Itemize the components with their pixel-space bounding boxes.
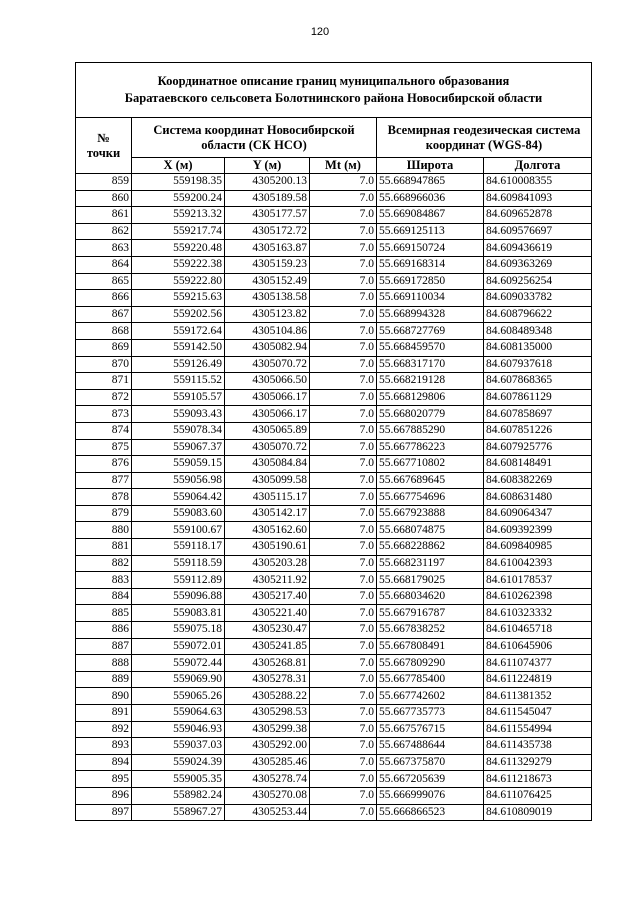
mt-cell: 7.0 <box>310 622 377 639</box>
table-row <box>76 688 592 705</box>
mt-cell: 7.0 <box>310 273 377 290</box>
y-cell: 4305159.23 <box>225 256 310 273</box>
table-row <box>76 622 592 639</box>
table-row <box>76 174 592 191</box>
x-cell: 559046.93 <box>132 721 225 738</box>
mt-cell: 7.0 <box>310 456 377 473</box>
x-cell: 559213.32 <box>132 207 225 224</box>
y-cell: 4305084.84 <box>225 456 310 473</box>
latitude-cell: 55.669172850 <box>377 273 484 290</box>
latitude-cell: 55.667809290 <box>377 655 484 672</box>
x-cell: 559096.88 <box>132 588 225 605</box>
longitude-cell: 84.611329279 <box>484 754 592 771</box>
longitude-cell: 84.611554994 <box>484 721 592 738</box>
mt-cell: 7.0 <box>310 174 377 191</box>
table-row <box>76 505 592 522</box>
longitude-cell: 84.610008355 <box>484 174 592 191</box>
table-row <box>76 456 592 473</box>
x-cell: 559065.26 <box>132 688 225 705</box>
mt-cell: 7.0 <box>310 655 377 672</box>
longitude-cell: 84.608631480 <box>484 489 592 506</box>
longitude-cell: 84.610042393 <box>484 555 592 572</box>
y-cell: 4305177.57 <box>225 207 310 224</box>
point-number-cell: 863 <box>76 240 132 257</box>
x-cell: 559024.39 <box>132 754 225 771</box>
x-cell: 558982.24 <box>132 787 225 804</box>
x-cell: 559072.44 <box>132 655 225 672</box>
y-cell: 4305278.74 <box>225 771 310 788</box>
latitude-cell: 55.666866523 <box>377 804 484 821</box>
latitude-cell: 55.667576715 <box>377 721 484 738</box>
mt-cell: 7.0 <box>310 738 377 755</box>
table-row <box>76 572 592 589</box>
x-cell: 559202.56 <box>132 306 225 323</box>
mt-cell: 7.0 <box>310 389 377 406</box>
longitude-cell: 84.609064347 <box>484 505 592 522</box>
x-cell: 559059.15 <box>132 456 225 473</box>
latitude-cell: 55.669150724 <box>377 240 484 257</box>
point-number-cell: 885 <box>76 605 132 622</box>
point-number-cell: 897 <box>76 804 132 821</box>
x-cell: 559222.80 <box>132 273 225 290</box>
mt-cell: 7.0 <box>310 439 377 456</box>
y-cell: 4305142.17 <box>225 505 310 522</box>
point-number-cell: 875 <box>76 439 132 456</box>
point-number-cell: 892 <box>76 721 132 738</box>
point-number-cell: 888 <box>76 655 132 672</box>
point-number-cell: 893 <box>76 738 132 755</box>
x-cell: 559072.01 <box>132 638 225 655</box>
coordinates-table <box>75 62 592 821</box>
x-cell: 559056.98 <box>132 472 225 489</box>
y-column-header: Y (м) <box>225 158 310 174</box>
longitude-cell: 84.609840985 <box>484 539 592 556</box>
y-cell: 4305123.82 <box>225 306 310 323</box>
mt-cell: 7.0 <box>310 787 377 804</box>
longitude-cell: 84.607868365 <box>484 373 592 390</box>
latitude-cell: 55.667916787 <box>377 605 484 622</box>
table-row <box>76 439 592 456</box>
x-cell: 559067.37 <box>132 439 225 456</box>
longitude-cell: 84.610465718 <box>484 622 592 639</box>
x-cell: 559093.43 <box>132 406 225 423</box>
x-cell: 559064.42 <box>132 489 225 506</box>
latitude-cell: 55.669110034 <box>377 290 484 307</box>
table-row <box>76 605 592 622</box>
y-cell: 4305268.81 <box>225 655 310 672</box>
mt-cell: 7.0 <box>310 754 377 771</box>
y-cell: 4305190.61 <box>225 539 310 556</box>
y-cell: 4305217.40 <box>225 588 310 605</box>
mt-cell: 7.0 <box>310 223 377 240</box>
y-cell: 4305070.72 <box>225 439 310 456</box>
mt-cell: 7.0 <box>310 356 377 373</box>
x-cell: 559215.63 <box>132 290 225 307</box>
longitude-cell: 84.609256254 <box>484 273 592 290</box>
longitude-cell: 84.609652878 <box>484 207 592 224</box>
mt-cell: 7.0 <box>310 539 377 556</box>
longitude-cell: 84.610262398 <box>484 588 592 605</box>
y-cell: 4305099.58 <box>225 472 310 489</box>
latitude-cell: 55.668034620 <box>377 588 484 605</box>
point-number-cell: 877 <box>76 472 132 489</box>
x-cell: 559075.18 <box>132 622 225 639</box>
x-cell: 559198.35 <box>132 174 225 191</box>
mt-cell: 7.0 <box>310 804 377 821</box>
longitude-cell: 84.608796622 <box>484 306 592 323</box>
latitude-cell: 55.667923888 <box>377 505 484 522</box>
mt-cell: 7.0 <box>310 406 377 423</box>
point-number-cell: 870 <box>76 356 132 373</box>
x-cell: 559078.34 <box>132 422 225 439</box>
latitude-cell: 55.668179025 <box>377 572 484 589</box>
x-cell: 559100.67 <box>132 522 225 539</box>
y-cell: 4305230.47 <box>225 622 310 639</box>
y-cell: 4305298.53 <box>225 705 310 722</box>
table-title <box>76 63 592 118</box>
y-cell: 4305163.87 <box>225 240 310 257</box>
point-number-cell: 882 <box>76 555 132 572</box>
x-cell: 559083.81 <box>132 605 225 622</box>
latitude-cell: 55.669084867 <box>377 207 484 224</box>
longitude-cell: 84.607858697 <box>484 406 592 423</box>
table-row <box>76 223 592 240</box>
y-cell: 4305203.28 <box>225 555 310 572</box>
longitude-cell: 84.609436619 <box>484 240 592 257</box>
table-row <box>76 422 592 439</box>
table-row <box>76 804 592 821</box>
y-cell: 4305253.44 <box>225 804 310 821</box>
mt-cell: 7.0 <box>310 190 377 207</box>
table-row <box>76 356 592 373</box>
longitude-cell: 84.610323332 <box>484 605 592 622</box>
table-row <box>76 522 592 539</box>
point-number-cell: 864 <box>76 256 132 273</box>
mt-cell: 7.0 <box>310 306 377 323</box>
latitude-cell: 55.667710802 <box>377 456 484 473</box>
longitude-cell: 84.607861129 <box>484 389 592 406</box>
mt-cell: 7.0 <box>310 638 377 655</box>
x-cell: 559005.35 <box>132 771 225 788</box>
point-number-cell: 895 <box>76 771 132 788</box>
y-cell: 4305241.85 <box>225 638 310 655</box>
table-row <box>76 406 592 423</box>
mt-cell: 7.0 <box>310 721 377 738</box>
latitude-cell: 55.667742602 <box>377 688 484 705</box>
point-number-cell: 860 <box>76 190 132 207</box>
y-cell: 4305285.46 <box>225 754 310 771</box>
point-number-cell: 894 <box>76 754 132 771</box>
latitude-cell: 55.668966036 <box>377 190 484 207</box>
point-number-cell: 896 <box>76 787 132 804</box>
mt-cell: 7.0 <box>310 671 377 688</box>
x-cell: 559069.90 <box>132 671 225 688</box>
longitude-cell: 84.611545047 <box>484 705 592 722</box>
y-cell: 4305211.92 <box>225 572 310 589</box>
point-number-cell: 859 <box>76 174 132 191</box>
longitude-cell: 84.607925776 <box>484 439 592 456</box>
x-cell: 559115.52 <box>132 373 225 390</box>
point-number-label: точки <box>86 145 121 160</box>
latitude-cell: 55.667785400 <box>377 671 484 688</box>
mt-cell: 7.0 <box>310 323 377 340</box>
longitude-cell: 84.611218673 <box>484 771 592 788</box>
point-number-cell: 886 <box>76 622 132 639</box>
mt-cell: 7.0 <box>310 240 377 257</box>
latitude-cell: 55.667885290 <box>377 422 484 439</box>
x-cell: 559172.64 <box>132 323 225 340</box>
longitude-cell: 84.608135000 <box>484 339 592 356</box>
point-number-cell: 890 <box>76 688 132 705</box>
latitude-cell: 55.667689645 <box>377 472 484 489</box>
table-row <box>76 754 592 771</box>
latitude-cell: 55.668727769 <box>377 323 484 340</box>
y-cell: 4305299.38 <box>225 721 310 738</box>
longitude-cell: 84.610178537 <box>484 572 592 589</box>
table-row <box>76 273 592 290</box>
point-number-cell: 879 <box>76 505 132 522</box>
x-cell: 559083.60 <box>132 505 225 522</box>
longitude-cell: 84.611435738 <box>484 738 592 755</box>
table-row <box>76 290 592 307</box>
latitude-cell: 55.667375870 <box>377 754 484 771</box>
table-row <box>76 256 592 273</box>
table-row <box>76 389 592 406</box>
mt-cell: 7.0 <box>310 290 377 307</box>
latitude-cell: 55.668129806 <box>377 389 484 406</box>
mt-cell: 7.0 <box>310 555 377 572</box>
longitude-cell: 84.611076425 <box>484 787 592 804</box>
mt-cell: 7.0 <box>310 588 377 605</box>
longitude-cell: 84.611074377 <box>484 655 592 672</box>
mt-cell: 7.0 <box>310 605 377 622</box>
point-number-cell: 872 <box>76 389 132 406</box>
table-row <box>76 787 592 804</box>
mt-cell: 7.0 <box>310 207 377 224</box>
point-number-cell: 874 <box>76 422 132 439</box>
y-cell: 4305172.72 <box>225 223 310 240</box>
y-cell: 4305138.58 <box>225 290 310 307</box>
longitude-cell: 84.608148491 <box>484 456 592 473</box>
x-cell: 559217.74 <box>132 223 225 240</box>
table-row <box>76 306 592 323</box>
longitude-cell: 84.611381352 <box>484 688 592 705</box>
y-cell: 4305082.94 <box>225 339 310 356</box>
mt-cell: 7.0 <box>310 373 377 390</box>
x-column-header: X (м) <box>132 158 225 174</box>
latitude-cell: 55.666999076 <box>377 787 484 804</box>
latitude-cell: 55.668228862 <box>377 539 484 556</box>
y-cell: 4305278.31 <box>225 671 310 688</box>
latitude-cell: 55.668074875 <box>377 522 484 539</box>
page-number: 120 <box>310 26 330 38</box>
table-row <box>76 588 592 605</box>
longitude-cell: 84.609363269 <box>484 256 592 273</box>
latitude-cell: 55.669125113 <box>377 223 484 240</box>
latitude-cell: 55.667786223 <box>377 439 484 456</box>
table-row <box>76 339 592 356</box>
longitude-cell: 84.610645906 <box>484 638 592 655</box>
table-row <box>76 655 592 672</box>
mt-cell: 7.0 <box>310 522 377 539</box>
longitude-cell: 84.609033782 <box>484 290 592 307</box>
point-number-cell: 867 <box>76 306 132 323</box>
table-row <box>76 771 592 788</box>
point-number-cell: 884 <box>76 588 132 605</box>
x-cell: 559118.59 <box>132 555 225 572</box>
point-number-cell: 869 <box>76 339 132 356</box>
mt-cell: 7.0 <box>310 472 377 489</box>
y-cell: 4305152.49 <box>225 273 310 290</box>
x-cell: 559200.24 <box>132 190 225 207</box>
y-cell: 4305115.17 <box>225 489 310 506</box>
x-cell: 558967.27 <box>132 804 225 821</box>
point-number-cell: 887 <box>76 638 132 655</box>
latitude-cell: 55.669168314 <box>377 256 484 273</box>
x-cell: 559222.38 <box>132 256 225 273</box>
longitude-cell: 84.609392399 <box>484 522 592 539</box>
table-row <box>76 671 592 688</box>
table-row <box>76 190 592 207</box>
mt-cell: 7.0 <box>310 339 377 356</box>
point-number-cell: 881 <box>76 539 132 556</box>
table-row <box>76 555 592 572</box>
y-cell: 4305066.17 <box>225 389 310 406</box>
latitude-cell: 55.668994328 <box>377 306 484 323</box>
x-cell: 559112.89 <box>132 572 225 589</box>
mt-cell: 7.0 <box>310 688 377 705</box>
point-number-cell: 883 <box>76 572 132 589</box>
y-cell: 4305270.08 <box>225 787 310 804</box>
table-row <box>76 539 592 556</box>
y-cell: 4305189.58 <box>225 190 310 207</box>
latitude-cell: 55.667838252 <box>377 622 484 639</box>
mt-column-header: Mt (м) <box>310 158 377 174</box>
x-cell: 559126.49 <box>132 356 225 373</box>
point-number-cell: 865 <box>76 273 132 290</box>
point-number-cell: 868 <box>76 323 132 340</box>
x-cell: 559037.03 <box>132 738 225 755</box>
y-cell: 4305070.72 <box>225 356 310 373</box>
table-row <box>76 705 592 722</box>
table-row <box>76 207 592 224</box>
y-cell: 4305104.86 <box>225 323 310 340</box>
point-number-header <box>76 118 132 174</box>
x-cell: 559142.50 <box>132 339 225 356</box>
point-number-cell: 878 <box>76 489 132 506</box>
latitude-cell: 55.668947865 <box>377 174 484 191</box>
mt-cell: 7.0 <box>310 505 377 522</box>
table-row <box>76 721 592 738</box>
latitude-cell: 55.667808491 <box>377 638 484 655</box>
y-cell: 4305292.00 <box>225 738 310 755</box>
latitude-cell: 55.668317170 <box>377 356 484 373</box>
table-row <box>76 489 592 506</box>
latitude-cell: 55.667205639 <box>377 771 484 788</box>
mt-cell: 7.0 <box>310 572 377 589</box>
y-cell: 4305200.13 <box>225 174 310 191</box>
longitude-cell: 84.609576697 <box>484 223 592 240</box>
y-cell: 4305065.89 <box>225 422 310 439</box>
y-cell: 4305066.50 <box>225 373 310 390</box>
point-number-cell: 873 <box>76 406 132 423</box>
mt-cell: 7.0 <box>310 705 377 722</box>
mt-cell: 7.0 <box>310 256 377 273</box>
mt-cell: 7.0 <box>310 422 377 439</box>
point-number-cell: 880 <box>76 522 132 539</box>
y-cell: 4305066.17 <box>225 406 310 423</box>
longitude-cell: 84.611224819 <box>484 671 592 688</box>
longitude-cell: 84.608489348 <box>484 323 592 340</box>
table-row <box>76 738 592 755</box>
mt-cell: 7.0 <box>310 489 377 506</box>
nso-system-header: Система координат Новосибирской области (СК НСО) <box>132 118 377 158</box>
mt-cell: 7.0 <box>310 771 377 788</box>
longitude-column-header: Долгота <box>484 158 592 174</box>
point-number-cell: 862 <box>76 223 132 240</box>
point-number-cell: 889 <box>76 671 132 688</box>
longitude-cell: 84.608382269 <box>484 472 592 489</box>
table-row <box>76 240 592 257</box>
latitude-cell: 55.667754696 <box>377 489 484 506</box>
table-row <box>76 373 592 390</box>
latitude-cell: 55.668020779 <box>377 406 484 423</box>
point-number-cell: 866 <box>76 290 132 307</box>
table-row <box>76 472 592 489</box>
x-cell: 559064.63 <box>132 705 225 722</box>
latitude-cell: 55.668231197 <box>377 555 484 572</box>
x-cell: 559118.17 <box>132 539 225 556</box>
point-number-cell: 861 <box>76 207 132 224</box>
point-number-cell: 891 <box>76 705 132 722</box>
x-cell: 559220.48 <box>132 240 225 257</box>
latitude-cell: 55.668459570 <box>377 339 484 356</box>
longitude-cell: 84.609841093 <box>484 190 592 207</box>
y-cell: 4305221.40 <box>225 605 310 622</box>
title-line-2: Баратаевского сельсовета Болотнинского района Новосибирской области <box>124 91 543 105</box>
table-row <box>76 638 592 655</box>
latitude-cell: 55.667488644 <box>377 738 484 755</box>
point-number-symbol: № <box>97 130 110 145</box>
point-number-cell: 871 <box>76 373 132 390</box>
y-cell: 4305288.22 <box>225 688 310 705</box>
point-number-cell: 876 <box>76 456 132 473</box>
latitude-cell: 55.667735773 <box>377 705 484 722</box>
longitude-cell: 84.607851226 <box>484 422 592 439</box>
x-cell: 559105.57 <box>132 389 225 406</box>
longitude-cell: 84.607937618 <box>484 356 592 373</box>
y-cell: 4305162.60 <box>225 522 310 539</box>
table-row <box>76 323 592 340</box>
title-line-1: Координатное описание границ муниципального образования <box>157 74 510 88</box>
latitude-column-header: Широта <box>377 158 484 174</box>
wgs84-system-header: Всемирная геодезическая система координат (WGS-84) <box>377 118 592 158</box>
longitude-cell: 84.610809019 <box>484 804 592 821</box>
latitude-cell: 55.668219128 <box>377 373 484 390</box>
